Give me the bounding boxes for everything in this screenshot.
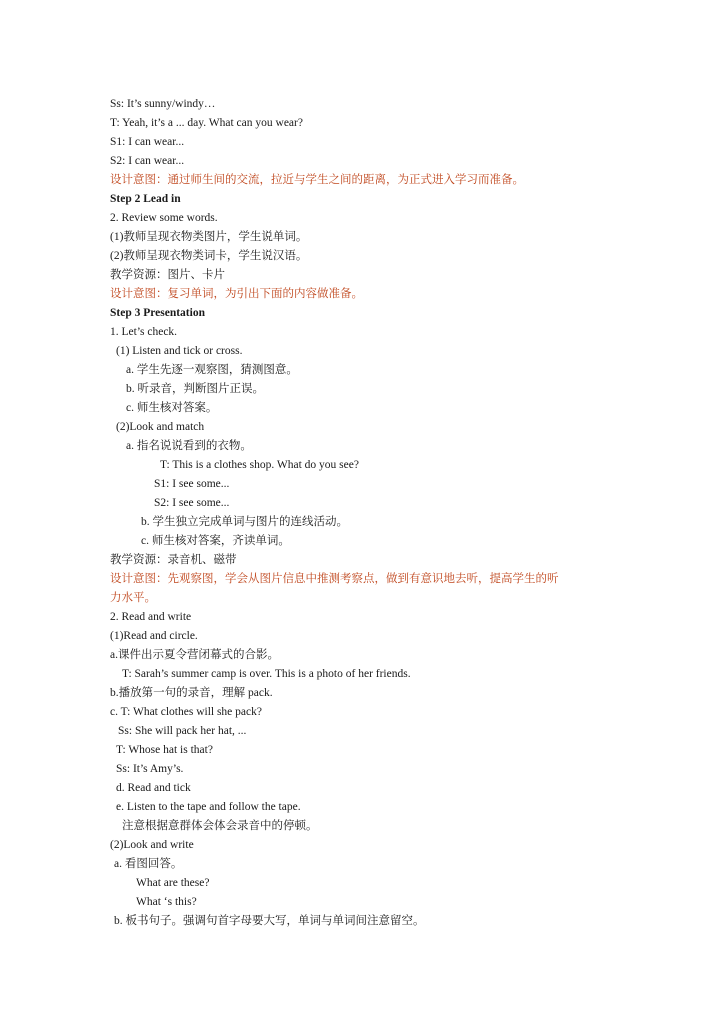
subsection-heading: (1) Listen and tick or cross.	[116, 345, 243, 357]
activity-line: b. 学生独立完成单词与图片的连线活动。	[141, 516, 348, 528]
dialogue-line: S1: I see some...	[154, 478, 230, 490]
section-heading: 2. Read and write	[110, 611, 192, 623]
step-heading: Step 3 Presentation	[110, 307, 205, 319]
dialogue-line: What are these?	[136, 877, 210, 889]
dialogue-line: Ss: She will pack her hat, ...	[118, 725, 247, 737]
activity-line: c. 师生核对答案，齐读单词。	[141, 535, 290, 547]
activity-line: c. 师生核对答案。	[126, 402, 218, 414]
dialogue-line: S2: I can wear...	[110, 155, 185, 167]
step-heading: Step 2 Lead in	[110, 193, 181, 205]
dialogue-line: S1: I can wear...	[110, 136, 185, 148]
dialogue-line: Ss: It’s Amy’s.	[116, 763, 184, 775]
activity-line: (1)教师呈现衣物类图片，学生说单词。	[110, 231, 308, 243]
resources-line: 教学资源：图片、卡片	[110, 269, 225, 281]
dialogue-line: What ‘s this?	[136, 896, 197, 908]
design-intent-note: 设计意图：通过师生间的交流，拉近与学生之间的距离，为正式进入学习而准备。	[110, 174, 524, 186]
activity-line: c. T: What clothes will she pack?	[110, 706, 262, 718]
section-heading: 2. Review some words.	[110, 212, 218, 224]
activity-line: b. 板书句子。强调句首字母要大写，单词与单词间注意留空。	[114, 915, 425, 927]
activity-line: a. 指名说说看到的衣物。	[126, 440, 252, 452]
activity-line: d. Read and tick	[116, 782, 191, 794]
dialogue-line: Ss: It’s sunny/windy…	[110, 98, 216, 110]
section-heading: 1. Let’s check.	[110, 326, 178, 338]
subsection-heading: (2)Look and write	[110, 839, 194, 851]
subsection-heading: (2)Look and match	[116, 421, 205, 433]
activity-line: a. 学生先逐一观察图，猜测图意。	[126, 364, 298, 376]
activity-line: b.播放第一句的录音，理解 pack.	[110, 687, 273, 699]
activity-line: b. 听录音，判断图片正误。	[126, 383, 264, 395]
dialogue-line: S2: I see some...	[154, 497, 230, 509]
dialogue-line: T: Yeah, it’s a ... day. What can you wear?	[110, 117, 303, 129]
design-intent-note: 设计意图：先观察图，学会从图片信息中推测考察点，做到有意识地去听，提高学生的听	[110, 573, 559, 585]
dialogue-line: T: Whose hat is that?	[116, 744, 213, 756]
activity-line: 注意根据意群体会体会录音中的停顿。	[122, 820, 318, 832]
design-intent-note-continued: 力水平。	[110, 592, 156, 604]
design-intent-note: 设计意图：复习单词，为引出下面的内容做准备。	[110, 288, 363, 300]
activity-line: a.课件出示夏令营闭幕式的合影。	[110, 649, 279, 661]
resources-line: 教学资源：录音机、磁带	[110, 554, 237, 566]
activity-line: (2)教师呈现衣物类词卡，学生说汉语。	[110, 250, 308, 262]
subsection-heading: (1)Read and circle.	[110, 630, 198, 642]
activity-line: e. Listen to the tape and follow the tape.	[116, 801, 301, 813]
dialogue-line: T: This is a clothes shop. What do you see?	[160, 459, 359, 471]
dialogue-line: T: Sarah’s summer camp is over. This is a photo of her friends.	[122, 668, 411, 680]
activity-line: a. 看图回答。	[114, 858, 183, 870]
